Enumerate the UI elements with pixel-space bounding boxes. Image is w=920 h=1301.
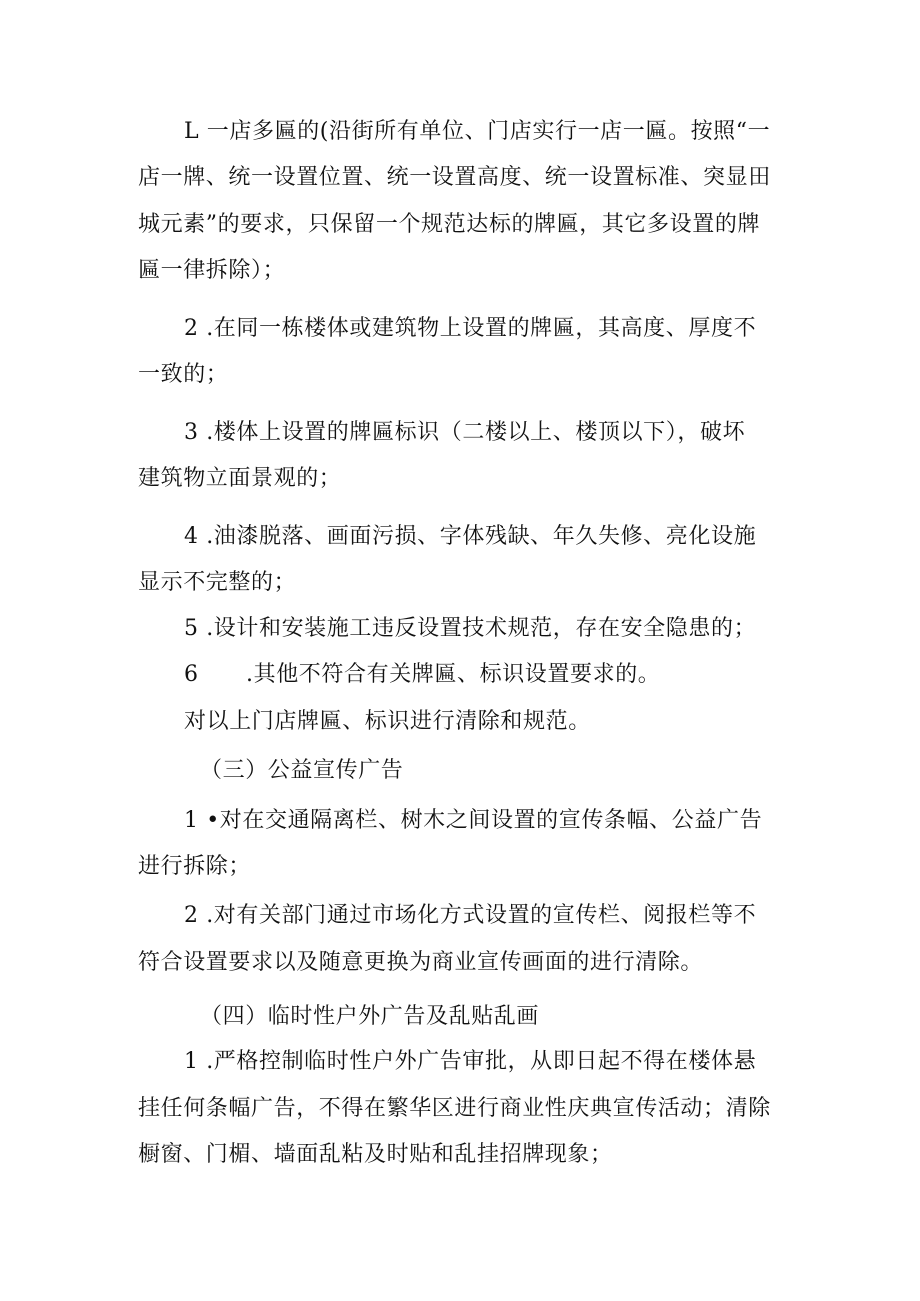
paragraph-line: 对以上门店牌匾、标识进行清除和规范。 [184,709,591,734]
paragraph-line: .其他不符合有关牌匾、标识设置要求的。 [246,662,661,687]
paragraph-line: 一致的； [138,362,229,387]
paragraph-line: 2 .在同一栋楼体或建筑物上设置的牌匾，其高度、厚度不 [184,316,757,341]
paragraph-line: 匾一律拆除）； [138,258,286,283]
paragraph-line: 4 .油漆脱落、画面污损、字体残缺、年久失修、亮化设施 [184,524,757,549]
paragraph-line: 进行拆除； [138,854,252,879]
paragraph-line: 建筑物立面景观的； [138,466,342,491]
section-heading: （三）公益宣传广告 [200,758,404,783]
paragraph-line: 3 .楼体上设置的牌匾标识（二楼以上、楼顶以下），破坏 [184,420,746,445]
paragraph-line: 2 .对有关部门通过市场化方式设置的宣传栏、阅报栏等不 [184,903,757,928]
list-number: 6 [184,662,199,687]
paragraph-line: 1 •对在交通隔离栏、树木之间设置的宣传条幅、公益广告 [184,808,763,833]
paragraph-line: L 一店多匾的(沿街所有单位、门店实行一店一匾。按照“一 [184,119,771,144]
section-heading: （四）临时性户外广告及乱贴乱画 [200,1004,540,1029]
paragraph-line: 显示不完整的； [138,570,297,595]
paragraph-line: 1 .严格控制临时性户外广告审批，从即日起不得在楼体悬 [184,1049,757,1074]
paragraph-line: 橱窗、门楣、墙面乱粘及时贴和乱挂招牌现象； [138,1142,613,1167]
paragraph-line: 符合设置要求以及随意更换为商业宣传画面的进行清除。 [138,950,704,975]
paragraph-line: 城元素”的要求，只保留一个规范达标的牌匾，其它多设置的牌 [138,212,761,237]
paragraph-line: 5 .设计和安装施工违反设置技术规范，存在安全隐患的； [184,616,757,641]
paragraph-line: 店一牌、统一设置位置、统一设置高度、统一设置标准、突显田 [138,165,771,190]
paragraph-line: 挂任何条幅广告，不得在繁华区进行商业性庆典宣传活动；清除 [138,1096,771,1121]
